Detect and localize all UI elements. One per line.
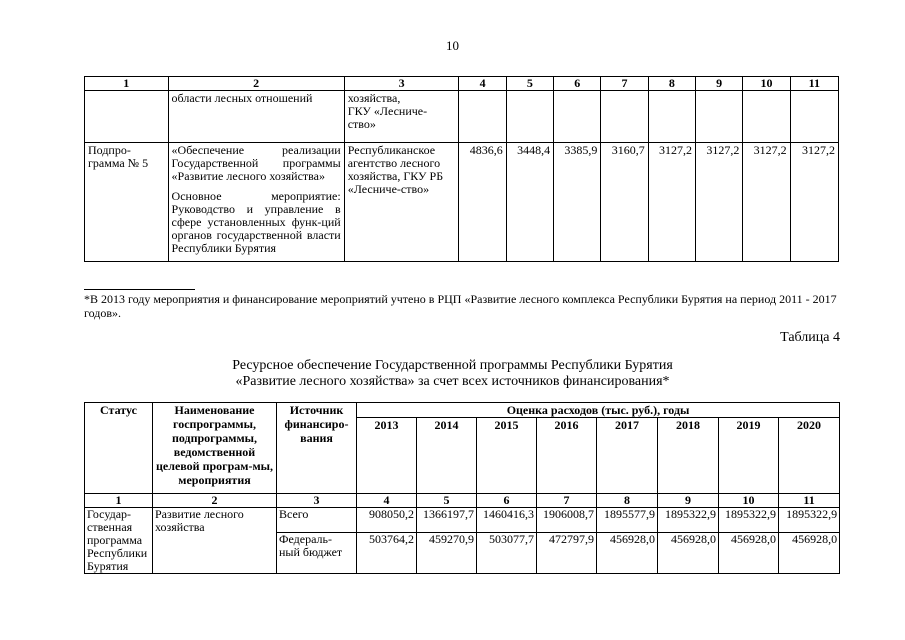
col-number: 10 <box>719 494 779 508</box>
value-cell: 3127,2 <box>743 143 790 262</box>
value-cell: 456928,0 <box>597 533 658 574</box>
status-cell <box>85 91 169 143</box>
value-cell: 1366197,7 <box>417 508 477 533</box>
page-number: 10 <box>446 38 459 53</box>
year-header: 2015 <box>477 418 537 494</box>
table-row <box>85 508 840 533</box>
year-header: 2017 <box>597 418 658 494</box>
col-number: 10 <box>743 77 790 91</box>
col-number: 7 <box>601 77 648 91</box>
col-number: 5 <box>506 77 553 91</box>
value-cell: 4836,6 <box>459 143 506 262</box>
value-cell: 503764,2 <box>357 533 417 574</box>
executor-cell: Республиканское агентство лесного хозяйства, ГКУ РБ «Лесниче-ство» <box>344 143 459 262</box>
resource-table <box>84 402 840 574</box>
table-continuation <box>84 76 839 262</box>
value-cell: 1895322,9 <box>719 508 779 533</box>
title-line: Ресурсное обеспечение Государственной программы Республики Бурятия <box>232 358 673 373</box>
source-cell: Федераль- ный бюджет <box>277 533 357 574</box>
col-number: 11 <box>779 494 840 508</box>
column-number-row <box>85 494 840 508</box>
name-cell <box>168 143 344 262</box>
col-number: 9 <box>696 77 743 91</box>
col-number: 3 <box>344 77 459 91</box>
col-number: 8 <box>648 77 695 91</box>
value-cell: 456928,0 <box>658 533 719 574</box>
header-row <box>85 403 840 418</box>
value-cell: 3385,9 <box>554 143 601 262</box>
year-header: 2020 <box>779 418 840 494</box>
status-cell: Государ- ственная программа Республики Бурятия <box>85 508 153 574</box>
col-number: 4 <box>459 77 506 91</box>
col-number: 8 <box>597 494 658 508</box>
source-cell: Всего <box>277 508 357 533</box>
name-cell: Развитие лесного хозяйства <box>153 508 277 574</box>
column-number-row <box>85 77 839 91</box>
col-number: 1 <box>85 77 169 91</box>
col-number: 2 <box>168 77 344 91</box>
table-title <box>0 358 905 390</box>
value-cell: 3127,2 <box>648 143 695 262</box>
value-cell: 3448,4 <box>506 143 553 262</box>
value-cell: 1895322,9 <box>658 508 719 533</box>
year-header: 2014 <box>417 418 477 494</box>
value-cell: 3127,2 <box>696 143 743 262</box>
col-number: 3 <box>277 494 357 508</box>
value-cell: 472797,9 <box>537 533 597 574</box>
header-source: Источник финансиро-вания <box>277 403 357 494</box>
year-header: 2013 <box>357 418 417 494</box>
value-cell: 456928,0 <box>779 533 840 574</box>
footnote-divider <box>84 289 195 290</box>
measure-text: Основное мероприятие: Руководство и управление в сфере установленных функ-ций органов государственной власти Республики Бурятия <box>171 189 341 255</box>
col-number: 9 <box>658 494 719 508</box>
col-number: 7 <box>537 494 597 508</box>
value-cell: 456928,0 <box>719 533 779 574</box>
value-cell: 3127,2 <box>790 143 838 262</box>
header-status: Статус <box>85 403 153 494</box>
col-number: 4 <box>357 494 417 508</box>
col-number: 5 <box>417 494 477 508</box>
year-header: 2018 <box>658 418 719 494</box>
value-cell: 1895577,9 <box>597 508 658 533</box>
table-number: Таблица 4 <box>780 330 840 345</box>
executor-cell: хозяйства, ГКУ «Лесниче- ство» <box>344 91 459 143</box>
col-number: 6 <box>477 494 537 508</box>
value-cell: 3160,7 <box>601 143 648 262</box>
value-cell: 1895322,9 <box>779 508 840 533</box>
subprogram-name: «Обеспечение реализации Государственной программы «Развитие лесного хозяйства» <box>171 143 341 183</box>
value-cell: 1906008,7 <box>537 508 597 533</box>
title-line: «Развитие лесного хозяйства» за счет всех источников финансирования* <box>235 374 670 389</box>
col-number: 11 <box>790 77 838 91</box>
year-header: 2016 <box>537 418 597 494</box>
col-number: 6 <box>554 77 601 91</box>
table-row <box>85 91 839 143</box>
value-cell: 908050,2 <box>357 508 417 533</box>
value-cell: 459270,9 <box>417 533 477 574</box>
value-cell: 503077,7 <box>477 533 537 574</box>
header-estimate: Оценка расходов (тыс. руб.), годы <box>357 403 840 418</box>
year-header: 2019 <box>719 418 779 494</box>
table-row <box>85 143 839 262</box>
header-name: Наименование госпрограммы, подпрограммы, ведомственной целевой програм-мы, мероприятия <box>153 403 277 494</box>
name-cell: области лесных отношений <box>168 91 344 143</box>
footnote: *В 2013 году мероприятия и финансирование мероприятий учтено в РЦП «Развитие лесного комплекса Республики Бурятия на период 2011 - 2017 годов». <box>84 292 837 320</box>
col-number: 2 <box>153 494 277 508</box>
col-number: 1 <box>85 494 153 508</box>
status-cell: Подпро- грамма № 5 <box>85 143 169 262</box>
value-cell: 1460416,3 <box>477 508 537 533</box>
